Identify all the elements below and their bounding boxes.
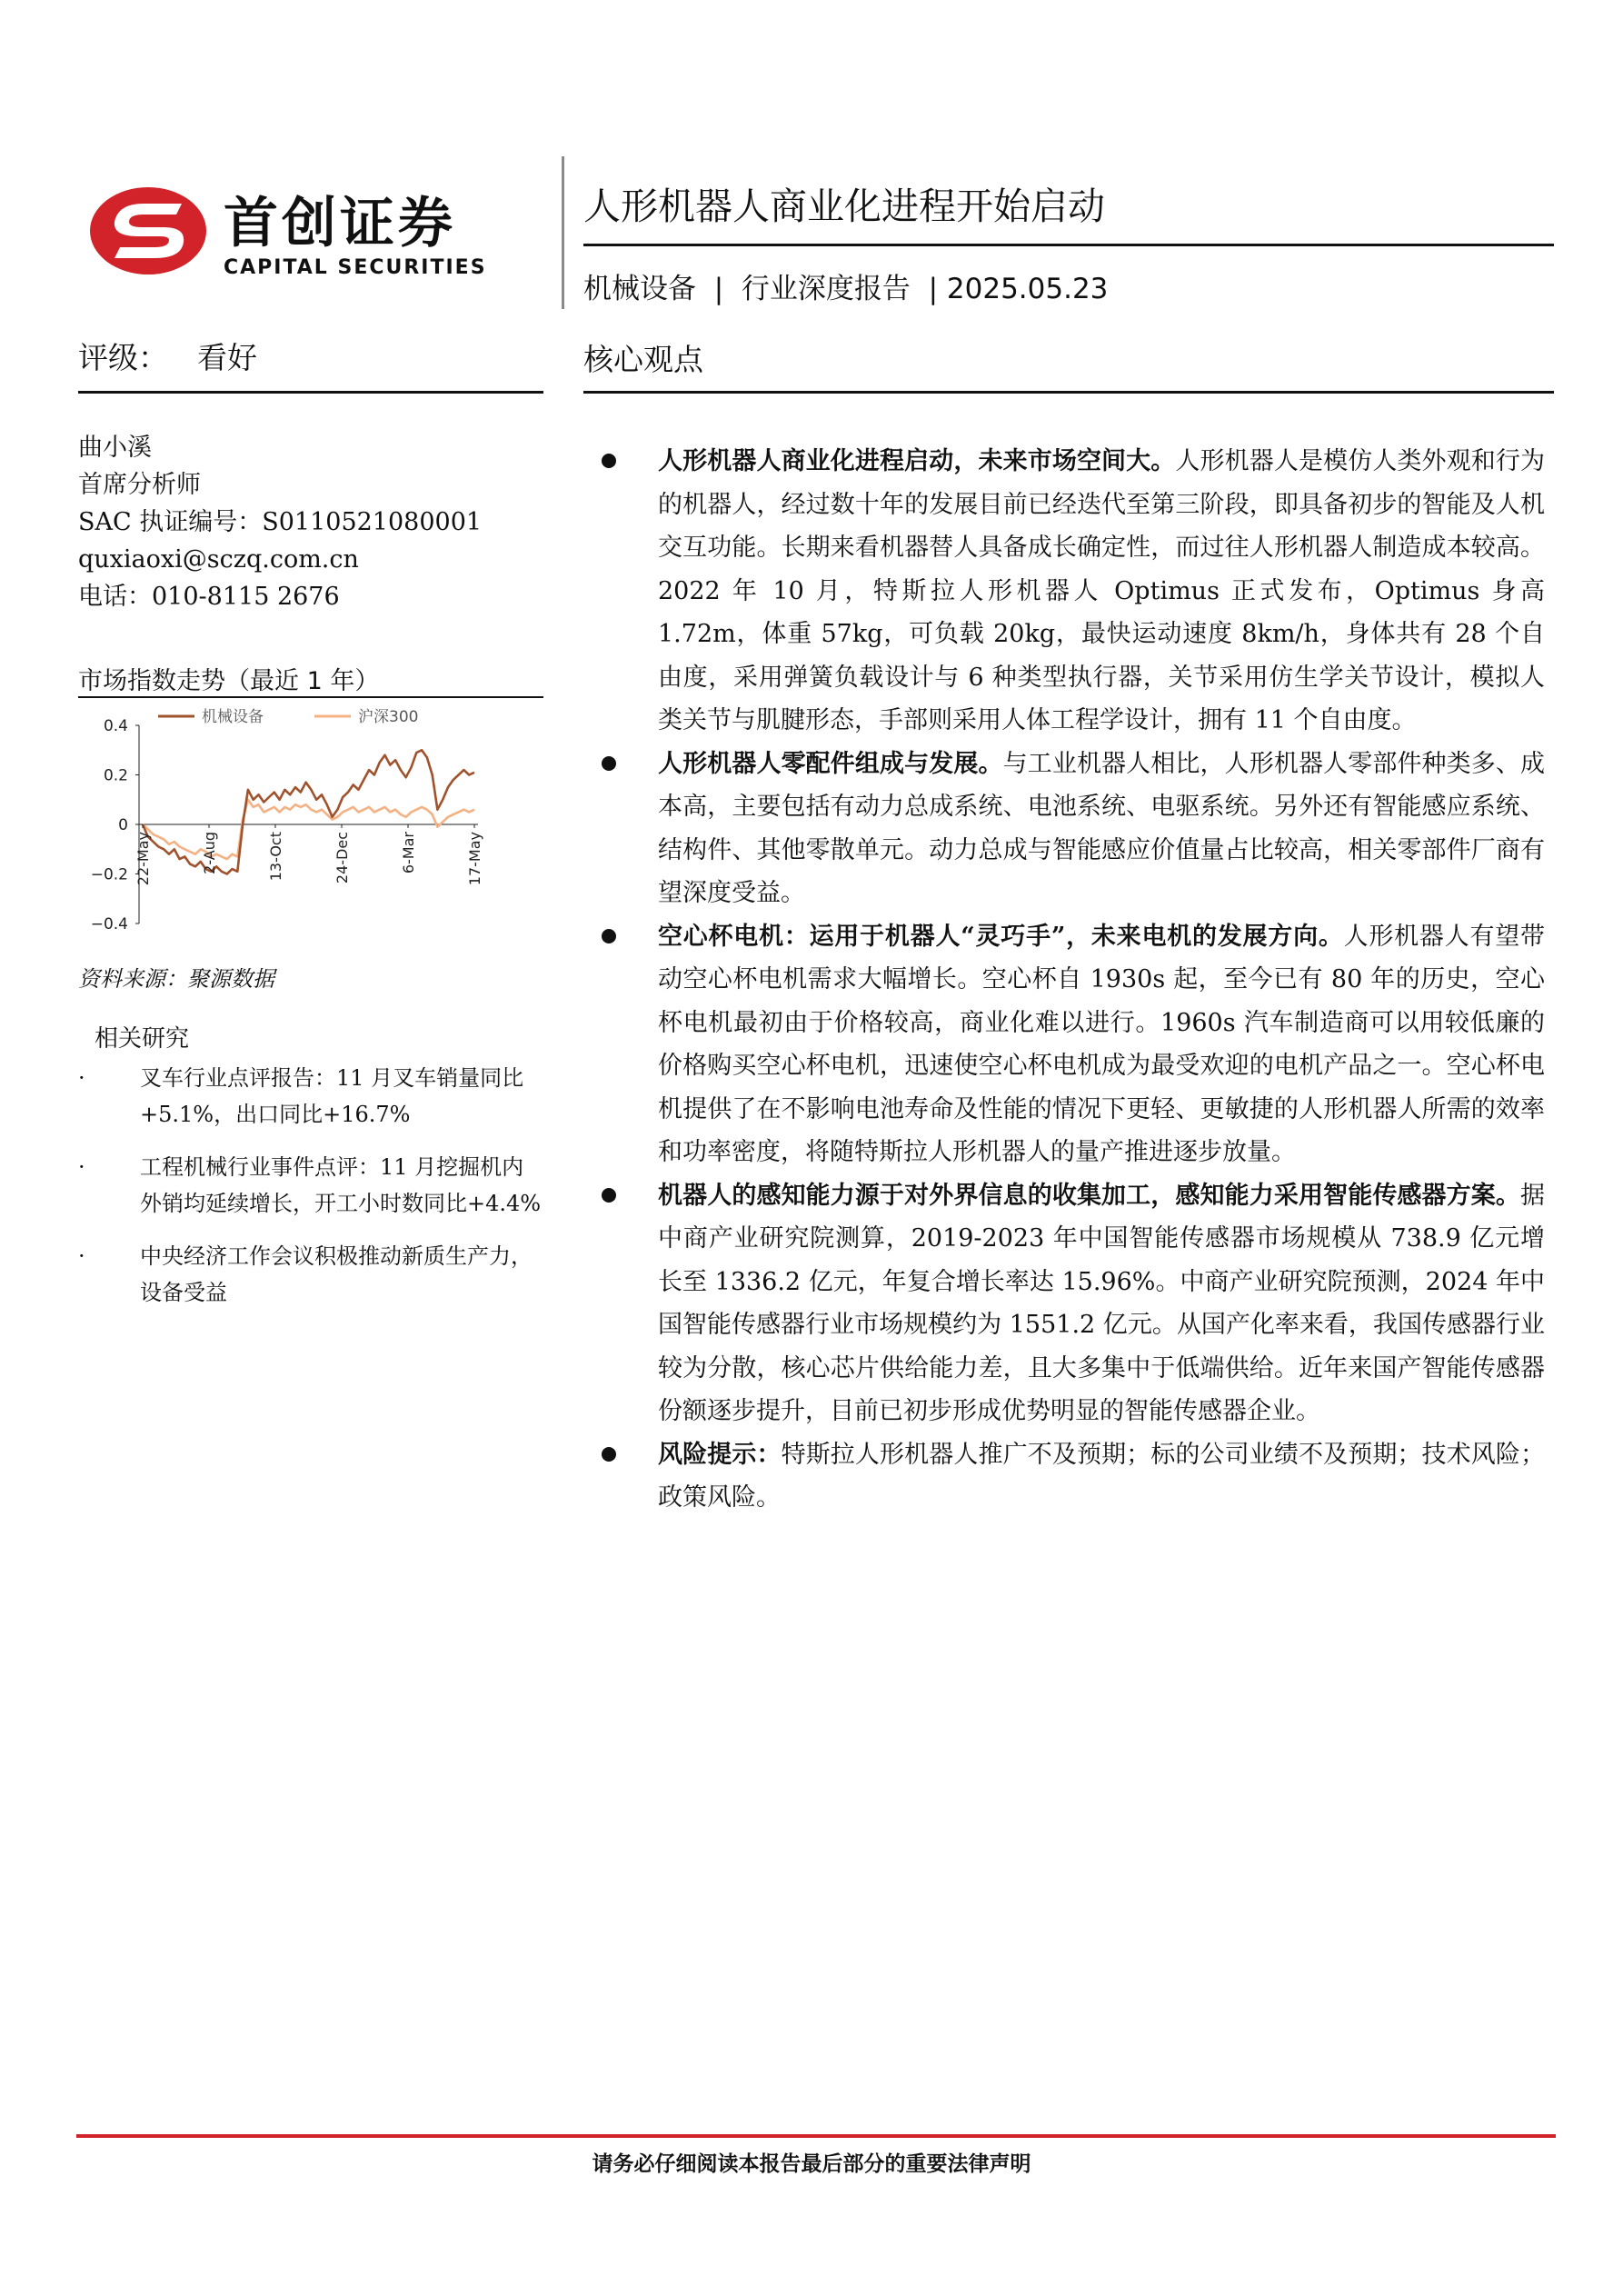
- core-rule: [583, 391, 1554, 394]
- key-point-text: 特斯拉人形机器人推广不及预期；标的公司业绩不及预期；技术风险；政策风险。: [658, 1440, 1546, 1512]
- bullet-dot-icon: [602, 756, 616, 771]
- key-points: [591, 440, 1545, 1520]
- bullet-dot-icon: [602, 454, 616, 468]
- x-tick-label: 22-May: [134, 832, 152, 886]
- related-item[interactable]: [78, 1060, 543, 1133]
- bullet-dot-icon: [602, 1188, 616, 1203]
- legal-notice: 请务必仔细阅读本报告最后部分的重要法律声明: [592, 2151, 1031, 2176]
- key-point-lead: 人形机器人零配件组成与发展。: [658, 749, 1003, 778]
- related-item-text: 中央经济工作会议积极推动新质生产力，设备受益: [140, 1243, 533, 1305]
- key-point: [591, 1433, 1545, 1520]
- rating-rule: [78, 391, 543, 394]
- logo-text-en: CAPITAL SECURITIES: [224, 256, 487, 279]
- key-point-text: 人形机器人有望带动空心杯电机需求大幅增长。空心杯自 1930s 起，至今已有 80 年的历史，空心杯电机最初由于价格较高，商业化难以进行。1960s 汽车制造商可以用较低廉的价格购买空心杯电机，迅速使空心杯电机成为最受欢迎的电机产品之一。空心杯电机提供了在不影响电池寿命及性能的情况下更轻、更敏捷的人形机器人所需的效率和功率密度，将随特斯拉人形机器人的量产推进逐步放量。: [658, 922, 1545, 1166]
- related-list: [78, 1060, 543, 1327]
- core-heading: 核心观点: [583, 342, 703, 377]
- key-point-text: 与工业机器人相比，人形机器人零部件种类多、成本高，主要包括有动力总成系统、电池系统、电驱系统。另外还有智能感应系统、结构件、其他零散单元。动力总成与智能感应价值量占比较高，相关零部件厂商有望深度受益。: [658, 749, 1546, 907]
- chart-svg: [78, 698, 522, 958]
- bullet-dot-icon: [602, 929, 616, 943]
- x-tick-label: 2-Aug: [201, 832, 218, 874]
- related-item[interactable]: [78, 1238, 543, 1311]
- list-bullet: ·: [78, 1243, 85, 1269]
- y-tick-label: 0: [118, 816, 128, 834]
- related-item-text: 工程机械行业事件点评：11 月挖掘机内外销均延续增长，开工小时数同比+4.4%: [140, 1154, 542, 1216]
- y-tick-label: −0.2: [90, 865, 128, 884]
- meta-separator: |: [704, 273, 733, 305]
- x-tick-label: 13-Oct: [267, 832, 284, 882]
- report-date: 2025.05.23: [946, 273, 1109, 305]
- title-rule: [583, 244, 1554, 246]
- bullet-dot-icon: [602, 1447, 616, 1462]
- analyst-sac: SAC 执证编号：S0110521080001: [78, 508, 483, 536]
- key-point-lead: 人形机器人商业化进程启动，未来市场空间大。: [658, 447, 1176, 475]
- chart-source: 资料来源：聚源数据: [78, 966, 274, 992]
- y-tick-label: −0.4: [90, 915, 128, 933]
- analyst-name: 曲小溪: [78, 434, 152, 462]
- key-point: [591, 440, 1545, 743]
- logo-text-cn: 首创证券: [224, 192, 456, 255]
- related-heading: 相关研究: [95, 1025, 190, 1053]
- series-line: [143, 800, 474, 859]
- key-point-lead: 空心杯电机：运用于机器人“灵巧手”，未来电机的发展方向。: [658, 922, 1344, 951]
- x-tick-label: 17-May: [466, 832, 483, 886]
- meta-separator: |: [919, 273, 939, 305]
- key-point: [591, 915, 1545, 1174]
- market-index-chart: [78, 698, 522, 958]
- rating-label: 评级：: [78, 340, 168, 375]
- rating-value: 看好: [197, 340, 257, 375]
- y-tick-label: 0.4: [103, 717, 128, 735]
- analyst-email[interactable]: quxiaoxi@sczq.com.cn: [78, 545, 359, 574]
- key-point: [591, 1174, 1545, 1433]
- x-tick-label: 6-Mar: [400, 832, 417, 874]
- y-tick-label: 0.2: [103, 766, 128, 785]
- legend-label: 沪深300: [358, 708, 419, 726]
- legend-label: 机械设备: [202, 708, 264, 726]
- list-bullet: ·: [78, 1065, 85, 1091]
- list-bullet: ·: [78, 1154, 85, 1180]
- rating: [78, 334, 257, 377]
- related-item-text: 叉车行业点评报告：11 月叉车销量同比+5.1%，出口同比+16.7%: [140, 1065, 524, 1127]
- header-divider: [562, 156, 564, 309]
- key-point-lead: 风险提示：: [658, 1440, 782, 1469]
- x-tick-label: 24-Dec: [334, 832, 351, 884]
- company-logo: [87, 173, 542, 291]
- report-title: 人形机器人商业化进程开始启动: [583, 185, 1105, 228]
- footer-rule: [76, 2134, 1556, 2138]
- key-point-lead: 机器人的感知能力源于对外界信息的收集加工，感知能力采用智能传感器方案。: [658, 1181, 1520, 1210]
- logo-mark-icon: [87, 184, 209, 278]
- report-type-label: 行业深度报告: [741, 273, 911, 305]
- industry-label: 机械设备: [583, 273, 696, 305]
- key-point-text: 据中商产业研究院测算，2019-2023 年中国智能传感器市场规模从 738.9 亿元增长至 1336.2 亿元，年复合增长率达 15.96%。中商产业研究院预测，2024 年中国智能传感器行业市场规模约为 1551.2 亿元。从国产化率来看，我国传感器行业较为分散，核心芯片供给能力差，且大多集中于低端供给。近年来国产智能传感器份额逐步提升，目前已初步形成优势明显的智能传感器企业。: [658, 1181, 1545, 1425]
- analyst-title: 首席分析师: [78, 471, 201, 499]
- analyst-phone: 电话：010-8115 2676: [78, 583, 340, 611]
- key-point: [591, 743, 1545, 915]
- analyst-info: [78, 429, 482, 615]
- series-line: [143, 750, 474, 873]
- related-item[interactable]: [78, 1149, 543, 1222]
- report-meta: [583, 265, 1108, 306]
- key-point-text: 人形机器人是模仿人类外观和行为的机器人，经过数十年的发展目前已经迭代至第三阶段，即具备初步的智能及人机交互功能。长期来看机器替人具备成长确定性，而过往人形机器人制造成本较高。2022 年 10 月，特斯拉人形机器人 Optimus 正式发布，Optimus 身高 1.72m，体重 57kg，可负载 20kg，最快运动速度 8km/h，身体共有 28 个自由度，采用弹簧负载设计与 6 种类型执行器，关节采用仿生学关节设计，模拟人类关节与肌腱形态，手部则采用人体工程学设计，拥有 11 个自由度。: [658, 447, 1546, 734]
- chart-heading: 市场指数走势（最近 1 年）: [78, 667, 380, 695]
